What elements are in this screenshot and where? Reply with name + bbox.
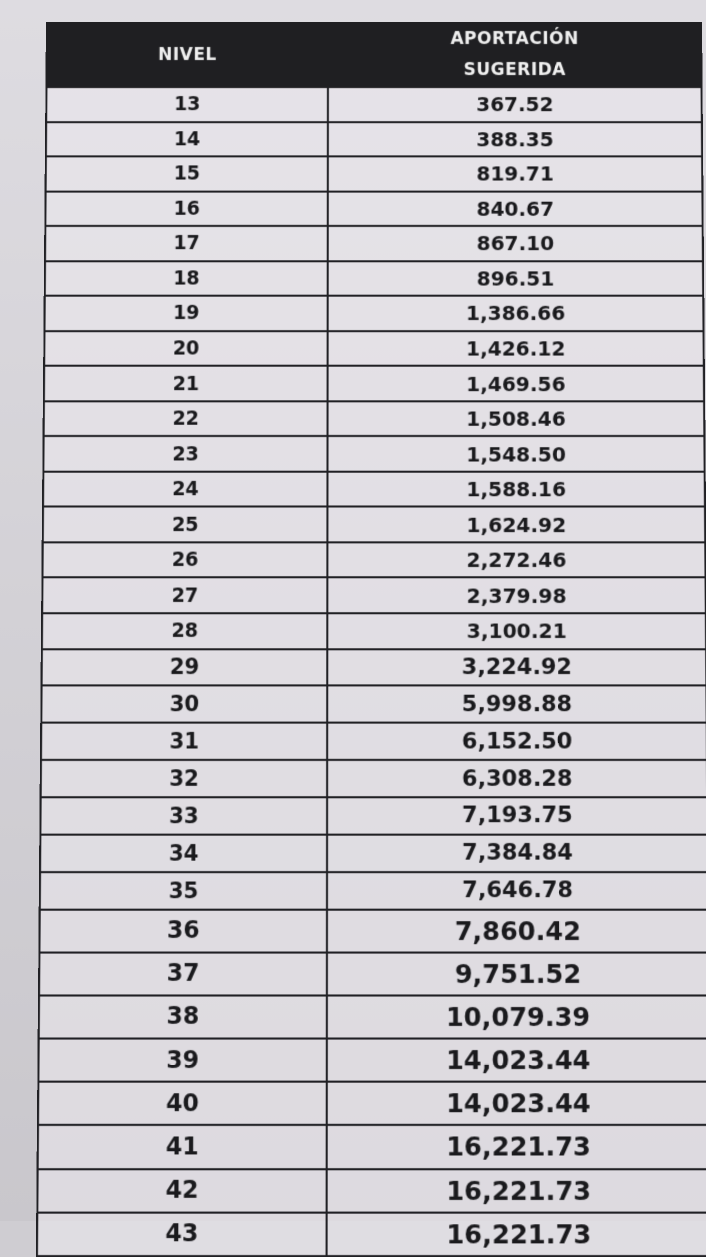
aportacion-cell: 867.10: [328, 226, 703, 261]
aportacion-cell: 7,860.42: [327, 909, 706, 952]
table-row: [41, 686, 706, 723]
aportacion-cell: 7,384.84: [327, 834, 706, 871]
table-row: [41, 760, 706, 797]
nivel-cell: 17: [45, 226, 328, 261]
aportacion-cell: 896.51: [328, 261, 703, 296]
aportacion-table: [36, 22, 706, 1257]
aportacion-cell: 1,588.16: [328, 472, 705, 507]
table-row: [38, 1082, 706, 1125]
table-row: [46, 156, 703, 191]
aportacion-cell: 7,646.78: [327, 872, 706, 909]
aportacion-cell: 5,998.88: [327, 686, 706, 723]
nivel-cell: 18: [45, 261, 328, 296]
table-row: [44, 331, 704, 366]
table-row: [42, 613, 706, 649]
table-row: [40, 872, 706, 909]
nivel-cell: 13: [46, 87, 328, 122]
table-row: [39, 952, 706, 995]
table-row: [43, 436, 704, 471]
nivel-cell: 36: [39, 909, 327, 952]
aportacion-cell: 7,193.75: [327, 797, 706, 834]
table-row: [44, 401, 705, 436]
nivel-cell: 20: [44, 331, 328, 366]
table-row: [41, 723, 706, 760]
aportacion-cell: 840.67: [328, 191, 703, 226]
table-row: [46, 87, 702, 122]
header-aportacion: [328, 23, 701, 87]
table-row: [45, 226, 703, 261]
table-row: [43, 507, 705, 542]
nivel-cell: 23: [43, 436, 327, 471]
aportacion-cell: 9,751.52: [327, 952, 706, 995]
aportacion-cell: 14,023.44: [327, 1039, 706, 1082]
nivel-cell: 25: [43, 507, 328, 542]
table-row: [42, 649, 706, 686]
aportacion-cell: 819.71: [328, 156, 702, 191]
table-row: [40, 797, 706, 834]
table-row: [44, 296, 703, 331]
aportacion-cell: 6,308.28: [327, 760, 706, 797]
nivel-cell: 35: [40, 872, 327, 909]
header-aportacion-line2: SUGERIDA: [463, 60, 567, 81]
header-nivel: NIVEL: [46, 23, 328, 87]
table-row: [39, 995, 706, 1038]
nivel-cell: 19: [44, 296, 327, 331]
aportacion-cell: 1,469.56: [328, 366, 704, 401]
nivel-cell: 24: [43, 472, 328, 507]
nivel-cell: 32: [41, 760, 328, 797]
nivel-cell: 38: [39, 995, 327, 1038]
nivel-cell: 41: [38, 1125, 327, 1168]
nivel-cell: 33: [40, 797, 327, 834]
table-row: [42, 542, 705, 577]
aportacion-cell: 2,379.98: [328, 578, 706, 614]
nivel-cell: 16: [45, 191, 328, 226]
aportacion-cell: 16,221.73: [327, 1212, 706, 1256]
table-row: [38, 1125, 706, 1168]
aportacion-cell: 1,624.92: [328, 507, 706, 542]
table-row: [45, 191, 702, 226]
nivel-cell: 14: [46, 122, 328, 157]
table-row: [40, 834, 706, 871]
aportacion-cell: 1,426.12: [328, 331, 704, 366]
table-row: [38, 1039, 706, 1082]
nivel-cell: 40: [38, 1082, 327, 1125]
aportacion-cell: 3,224.92: [327, 649, 706, 686]
nivel-cell: 21: [44, 366, 328, 401]
nivel-cell: 39: [38, 1039, 327, 1082]
table-row: [37, 1212, 706, 1256]
nivel-cell: 27: [42, 578, 327, 614]
aportacion-cell: 388.35: [328, 122, 702, 157]
table-row: [46, 122, 702, 157]
table-body: [37, 87, 706, 1256]
aportacion-cell: 16,221.73: [327, 1125, 706, 1168]
header-aportacion-line1: APORTACIÓN: [450, 28, 579, 50]
nivel-cell: 42: [37, 1169, 327, 1213]
nivel-cell: 43: [37, 1212, 327, 1256]
aportacion-cell: 367.52: [328, 87, 702, 122]
aportacion-cell: 1,386.66: [328, 296, 704, 331]
nivel-cell: 29: [42, 649, 328, 686]
nivel-cell: 37: [39, 952, 327, 995]
table-row: [44, 366, 704, 401]
aportacion-cell: 16,221.73: [327, 1169, 706, 1213]
nivel-cell: 22: [44, 401, 328, 436]
nivel-cell: 28: [42, 613, 328, 649]
table-header: [46, 23, 701, 87]
aportacion-cell: 10,079.39: [327, 995, 706, 1038]
aportacion-cell: 14,023.44: [327, 1082, 706, 1125]
header-row: [46, 23, 701, 87]
nivel-cell: 26: [42, 542, 327, 577]
document-sheet: [36, 22, 706, 1257]
table-row: [43, 472, 705, 507]
aportacion-cell: 2,272.46: [328, 542, 706, 577]
aportacion-cell: 3,100.21: [328, 613, 706, 649]
table-row: [37, 1169, 706, 1213]
aportacion-cell: 6,152.50: [327, 723, 706, 760]
aportacion-cell: 1,548.50: [328, 436, 705, 471]
table-row: [42, 578, 706, 614]
nivel-cell: 34: [40, 834, 327, 871]
nivel-cell: 30: [41, 686, 327, 723]
aportacion-cell: 1,508.46: [328, 401, 705, 436]
nivel-cell: 31: [41, 723, 327, 760]
table-row: [45, 261, 703, 296]
table-row: [39, 909, 706, 952]
nivel-cell: 15: [46, 156, 328, 191]
